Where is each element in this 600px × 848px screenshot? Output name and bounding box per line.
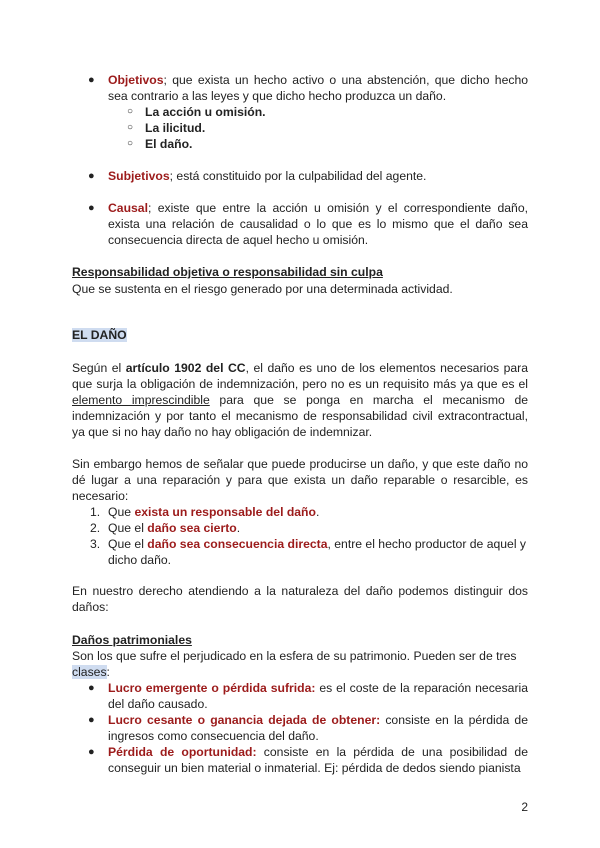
requirement-item: Que el daño sea cierto. bbox=[108, 521, 241, 535]
patrimonial-item: Pérdida de oportunidad: consiste en la pérdida de una posibilidad de conseguir un bien material o inmaterial. Ej: pérdida de dedos siendo pianista bbox=[108, 745, 528, 775]
objective-subitem: La ilicitud. bbox=[145, 121, 206, 135]
circle-bullet-icon: ○ bbox=[127, 106, 134, 117]
subjective-text: ; está constituido por la culpabilidad del agente. bbox=[169, 169, 427, 183]
requirement-number: 3. bbox=[90, 537, 101, 551]
patrimonial-heading: Daños patrimoniales bbox=[72, 633, 192, 647]
patrimonial-item: Lucro emergente o pérdida sufrida: es el coste de la reparación necesaria del daño causado. bbox=[108, 681, 528, 711]
circle-bullet-icon: ○ bbox=[127, 122, 134, 133]
damage-paragraph-2: Sin embargo hemos de señalar que puede producirse un daño, y que este daño no dé lugar a una reparación y para que exista un daño reparable o resarcible, es necesario: bbox=[72, 457, 528, 503]
objective-responsibility-heading: Responsabilidad objetiva o responsabilidad sin culpa bbox=[72, 265, 383, 279]
bullet-icon: ● bbox=[88, 170, 95, 182]
requirement-item: Que el daño sea consecuencia directa, entre el hecho productor de aquel y dicho daño. bbox=[108, 537, 527, 567]
bullet-icon: ● bbox=[88, 74, 95, 86]
causal-term: Causal bbox=[108, 201, 148, 215]
circle-bullet-icon: ○ bbox=[127, 138, 134, 149]
damage-paragraph-1: Según el artículo 1902 del CC, el daño es uno de los elementos necesarios para que surja la obligación de indemnización, pero no es un requisito más ya que es el elemento imprescindible para que se ponga en marcha el mecanismo de indemnización y por tanto el mecanismo de responsabilidad civil extracontractual, ya que si no hay daño no hay obligación de indemnizar. bbox=[72, 361, 529, 439]
objective-item bbox=[108, 72, 528, 104]
subjective-term: Subjetivos bbox=[108, 169, 170, 183]
causal-item bbox=[108, 200, 528, 248]
bullet-icon: ● bbox=[88, 714, 95, 726]
bullet-icon: ● bbox=[88, 682, 95, 694]
bullet-icon: ● bbox=[88, 202, 95, 214]
objective-text: ; que exista un hecho activo o una abstención, que dicho hecho sea contrario a las leyes y que dicho hecho produzca un daño. bbox=[108, 73, 528, 103]
subjective-item bbox=[108, 168, 528, 184]
objective-subitem: El daño. bbox=[145, 137, 193, 151]
patrimonial-item: Lucro cesante o ganancia dejada de obtener: consiste en la pérdida de ingresos como consecuencia del daño. bbox=[108, 713, 528, 743]
patrimonial-intro: Son los que sufre el perjudicado en la esfera de su patrimonio. Pueden ser de tres clases: bbox=[72, 649, 517, 679]
bullet-icon: ● bbox=[88, 746, 95, 758]
objective-term: Objetivos bbox=[108, 73, 164, 87]
requirement-number: 1. bbox=[90, 505, 101, 519]
objective-responsibility-text: Que se sustenta en el riesgo generado por una determinada actividad. bbox=[72, 282, 453, 296]
requirement-number: 2. bbox=[90, 521, 101, 535]
damage-heading: EL DAÑO bbox=[72, 328, 127, 342]
objective-subitem: La acción u omisión. bbox=[145, 105, 266, 119]
damage-paragraph-3: En nuestro derecho atendiendo a la naturaleza del daño podemos distinguir dos daños: bbox=[72, 584, 528, 614]
requirement-item: Que exista un responsable del daño. bbox=[108, 505, 320, 519]
page-number: 2 bbox=[521, 800, 528, 814]
causal-text: ; existe que entre la acción u omisión y el correspondiente daño, exista una relación de causalidad o lo que es lo mismo que el daño sea consecuencia directa de aquel hecho u omisión. bbox=[108, 201, 528, 247]
